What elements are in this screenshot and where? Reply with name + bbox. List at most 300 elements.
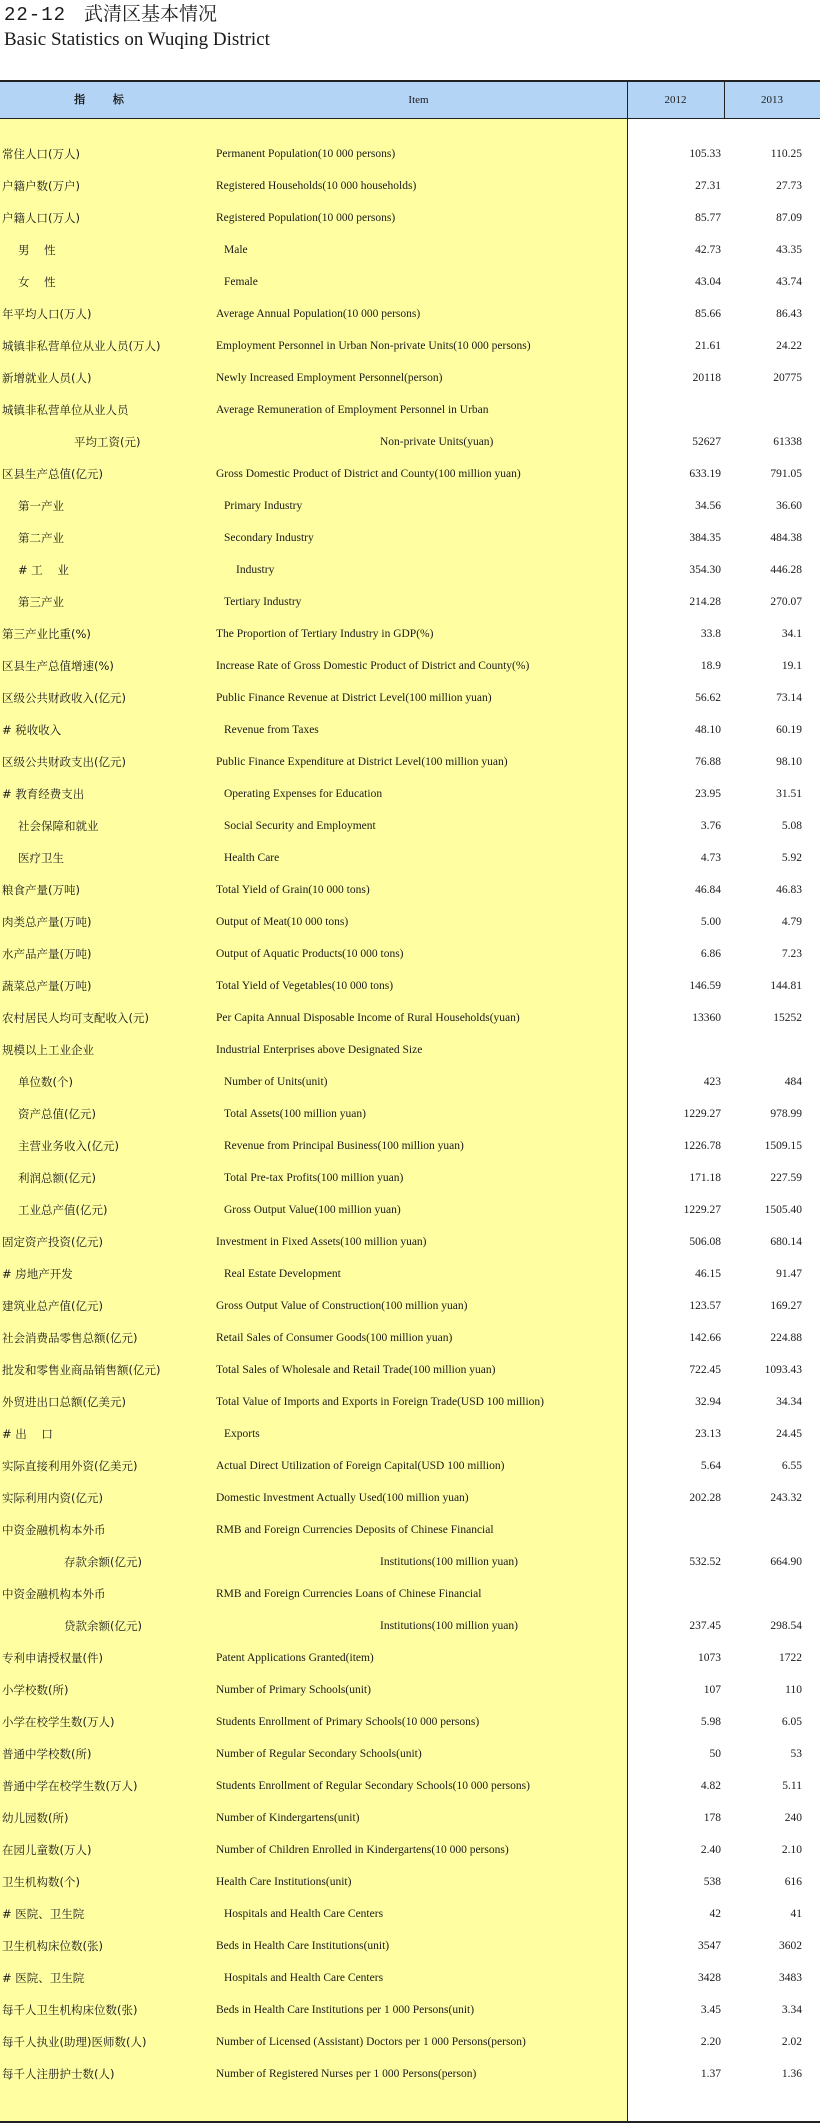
table-row bbox=[0, 778, 820, 810]
row-label-en: Male bbox=[224, 244, 248, 256]
table-row bbox=[0, 426, 820, 458]
row-label-cn: 实际利用内资(亿元) bbox=[2, 1491, 103, 1505]
row-label-cn: 普通中学在校学生数(万人) bbox=[2, 1779, 138, 1793]
row-value-2013: 46.83 bbox=[776, 884, 802, 896]
row-label-cn: 社会消费品零售总额(亿元) bbox=[2, 1331, 138, 1345]
row-value-2013: 5.92 bbox=[781, 852, 802, 864]
row-value-2013: 24.22 bbox=[776, 340, 802, 352]
table-row bbox=[0, 618, 820, 650]
table-row bbox=[0, 650, 820, 682]
table-top-rule bbox=[0, 80, 820, 82]
table-row bbox=[0, 970, 820, 1002]
row-label-cn: 农村居民人均可支配收入(元) bbox=[2, 1011, 149, 1025]
row-value-2012: 42.73 bbox=[695, 244, 721, 256]
row-value-2013: 270.07 bbox=[770, 596, 802, 608]
row-label-cn: 建筑业总产值(亿元) bbox=[2, 1299, 103, 1313]
row-value-2012: 354.30 bbox=[689, 564, 721, 576]
row-value-2012: 34.56 bbox=[695, 500, 721, 512]
row-label-en: Real Estate Development bbox=[224, 1268, 341, 1280]
row-label-en: Registered Population(10 000 persons) bbox=[216, 212, 396, 224]
row-label-en: Total Value of Imports and Exports in Foreign Trade(USD 100 million) bbox=[216, 1396, 544, 1408]
row-label-en: Hospitals and Health Care Centers bbox=[224, 1908, 384, 1920]
row-label-cn: 每千人注册护士数(人) bbox=[2, 2067, 115, 2081]
row-value-2012: 20118 bbox=[692, 372, 721, 384]
table-row bbox=[0, 266, 820, 298]
row-value-2013: 2.10 bbox=[781, 1844, 802, 1856]
row-label-cn: # 医院、卫生院 bbox=[2, 1971, 85, 1985]
row-label-en: Exports bbox=[224, 1428, 260, 1440]
row-value-2013: 91.47 bbox=[776, 1268, 802, 1280]
table-row bbox=[0, 330, 820, 362]
row-value-2013: 298.54 bbox=[770, 1620, 802, 1632]
table-row bbox=[0, 1322, 820, 1354]
table-row bbox=[0, 298, 820, 330]
row-value-2013: 73.14 bbox=[776, 692, 802, 704]
row-value-2013: 34.34 bbox=[776, 1396, 802, 1408]
row-value-2012: 56.62 bbox=[695, 692, 721, 704]
row-value-2012: 146.59 bbox=[689, 980, 721, 992]
table-row bbox=[0, 458, 820, 490]
table-row bbox=[0, 714, 820, 746]
row-label-en: Employment Personnel in Urban Non-private Units(10 000 persons) bbox=[216, 340, 531, 352]
row-value-2012: 5.00 bbox=[700, 916, 721, 928]
row-label-en: Beds in Health Care Institutions per 1 000 Persons(unit) bbox=[216, 2004, 475, 2016]
row-label-en: Number of Kindergartens(unit) bbox=[216, 1812, 360, 1824]
table-row bbox=[0, 1290, 820, 1322]
row-label-en: Industry bbox=[236, 564, 275, 576]
table-row bbox=[0, 1354, 820, 1386]
row-label-en: Industrial Enterprises above Designated Size bbox=[216, 1044, 423, 1056]
table-row bbox=[0, 202, 820, 234]
row-value-2013: 6.55 bbox=[781, 1460, 802, 1472]
row-value-2013: 43.74 bbox=[776, 276, 802, 288]
row-label-en: Output of Aquatic Products(10 000 tons) bbox=[216, 948, 404, 960]
row-label-cn: 小学在校学生数(万人) bbox=[2, 1715, 115, 1729]
row-label-en: Hospitals and Health Care Centers bbox=[224, 1972, 384, 1984]
table-row bbox=[0, 586, 820, 618]
table-row bbox=[0, 810, 820, 842]
table-row bbox=[0, 1482, 820, 1514]
row-label-cn: 医疗卫生 bbox=[18, 851, 64, 865]
row-label-en: Total Assets(100 million yuan) bbox=[224, 1108, 366, 1120]
row-label-en: Number of Primary Schools(unit) bbox=[216, 1684, 371, 1696]
row-label-en: Average Annual Population(10 000 persons) bbox=[216, 308, 421, 320]
table-row bbox=[0, 1226, 820, 1258]
row-label-en: Number of Children Enrolled in Kindergartens(10 000 persons) bbox=[216, 1844, 509, 1856]
table-row bbox=[0, 1418, 820, 1450]
table-row bbox=[0, 1514, 820, 1546]
row-value-2013: 61338 bbox=[773, 436, 802, 448]
table-row bbox=[0, 1642, 820, 1674]
row-value-2012: 1073 bbox=[698, 1652, 721, 1664]
row-value-2012: 43.04 bbox=[695, 276, 721, 288]
row-label-cn: 区级公共财政支出(亿元) bbox=[2, 755, 126, 769]
row-value-2013: 41 bbox=[790, 1908, 802, 1920]
row-value-2013: 446.28 bbox=[770, 564, 802, 576]
row-label-en: Health Care bbox=[224, 852, 280, 864]
row-label-en: Number of Registered Nurses per 1 000 Persons(person) bbox=[216, 2068, 477, 2080]
row-label-cn: 城镇非私营单位从业人员 bbox=[2, 403, 129, 417]
row-label-en: Total Pre-tax Profits(100 million yuan) bbox=[224, 1172, 404, 1184]
row-value-2012: 23.13 bbox=[695, 1428, 721, 1440]
table-title-en: Basic Statistics on Wuqing District bbox=[4, 29, 270, 50]
row-label-en: Total Sales of Wholesale and Retail Trade(100 million yuan) bbox=[216, 1364, 496, 1376]
row-value-2012: 27.31 bbox=[695, 180, 721, 192]
row-label-cn: 每千人执业(助理)医师数(人) bbox=[2, 2035, 147, 2049]
row-value-2013: 5.08 bbox=[781, 820, 802, 832]
row-label-en: Retail Sales of Consumer Goods(100 million yuan) bbox=[216, 1332, 453, 1344]
table-row bbox=[0, 170, 820, 202]
row-label-en: Tertiary Industry bbox=[224, 596, 302, 608]
row-value-2012: 202.28 bbox=[689, 1492, 721, 1504]
row-label-en: Registered Households(10 000 households) bbox=[216, 180, 417, 192]
row-value-2013: 3.34 bbox=[781, 2004, 802, 2016]
row-value-2012: 3.76 bbox=[700, 820, 721, 832]
table-row bbox=[0, 554, 820, 586]
row-label-en: RMB and Foreign Currencies Loans of Chinese Financial bbox=[216, 1588, 482, 1600]
row-label-en: Actual Direct Utilization of Foreign Capital(USD 100 million) bbox=[216, 1460, 505, 1472]
row-label-cn: 水产品产量(万吨) bbox=[2, 947, 92, 961]
table-row bbox=[0, 1098, 820, 1130]
table-row bbox=[0, 1066, 820, 1098]
row-value-2012: 384.35 bbox=[689, 532, 721, 544]
row-value-2013: 7.23 bbox=[781, 948, 802, 960]
row-value-2012: 506.08 bbox=[689, 1236, 721, 1248]
row-label-en: Total Yield of Grain(10 000 tons) bbox=[216, 884, 370, 896]
row-label-en: Permanent Population(10 000 persons) bbox=[216, 148, 396, 160]
row-label-cn: 普通中学校数(所) bbox=[2, 1747, 92, 1761]
row-value-2013: 15252 bbox=[773, 1012, 802, 1024]
table-row bbox=[0, 1130, 820, 1162]
row-value-2013: 3602 bbox=[779, 1940, 802, 1952]
row-label-cn: 专利申请授权量(件) bbox=[2, 1651, 103, 1665]
row-value-2012: 1226.78 bbox=[683, 1140, 721, 1152]
column-divider-years bbox=[724, 80, 725, 118]
table-row bbox=[0, 394, 820, 426]
row-value-2013: 4.79 bbox=[781, 916, 802, 928]
row-label-cn: 卫生机构数(个) bbox=[2, 1875, 80, 1889]
row-value-2012: 85.66 bbox=[695, 308, 721, 320]
table-row bbox=[0, 1002, 820, 1034]
row-value-2013: 1505.40 bbox=[764, 1204, 802, 1216]
row-label-cn: # 税收收入 bbox=[2, 723, 62, 737]
row-value-2013: 110.25 bbox=[770, 148, 802, 160]
row-label-cn: 常住人口(万人) bbox=[2, 147, 80, 161]
table-row bbox=[0, 2026, 820, 2058]
row-value-2012: 21.61 bbox=[695, 340, 721, 352]
table-title-cn-text: 武清区基本情况 bbox=[84, 3, 218, 25]
row-label-cn: 利润总额(亿元) bbox=[18, 1171, 96, 1185]
row-label-cn: 存款余额(亿元) bbox=[64, 1555, 142, 1569]
table-row bbox=[0, 490, 820, 522]
row-value-2012: 4.82 bbox=[700, 1780, 721, 1792]
row-value-2012: 52627 bbox=[692, 436, 721, 448]
table-row bbox=[0, 362, 820, 394]
row-label-cn: 肉类总产量(万吨) bbox=[2, 915, 92, 929]
row-label-en: Public Finance Revenue at District Level(100 million yuan) bbox=[216, 692, 492, 704]
row-label-cn: 每千人卫生机构床位数(张) bbox=[2, 2003, 138, 2017]
row-value-2013: 616 bbox=[784, 1876, 802, 1888]
row-value-2012: 237.45 bbox=[689, 1620, 721, 1632]
row-value-2012: 5.98 bbox=[700, 1716, 721, 1728]
row-label-cn: 贷款余额(亿元) bbox=[64, 1619, 142, 1633]
table-row bbox=[0, 1194, 820, 1226]
table-title-cn bbox=[4, 0, 804, 28]
row-label-cn: 蔬菜总产量(万吨) bbox=[2, 979, 92, 993]
row-label-cn: 区县生产总值增速(%) bbox=[2, 659, 114, 673]
row-value-2012: 32.94 bbox=[695, 1396, 721, 1408]
row-label-cn: 幼儿园数(所) bbox=[2, 1811, 69, 1825]
row-value-2013: 20775 bbox=[773, 372, 802, 384]
row-value-2013: 31.51 bbox=[776, 788, 802, 800]
row-label-cn: # 房地产开发 bbox=[2, 1267, 73, 1281]
row-label-cn: # 教育经费支出 bbox=[2, 787, 85, 801]
table-row bbox=[0, 746, 820, 778]
row-label-cn: 城镇非私营单位从业人员(万人) bbox=[2, 339, 161, 353]
row-value-2012: 85.77 bbox=[695, 212, 721, 224]
row-label-en: Beds in Health Care Institutions(unit) bbox=[216, 1940, 390, 1952]
row-label-en: Output of Meat(10 000 tons) bbox=[216, 916, 349, 928]
row-value-2012: 48.10 bbox=[695, 724, 721, 736]
row-label-cn: 第二产业 bbox=[18, 531, 64, 545]
row-label-cn: 社会保障和就业 bbox=[18, 819, 99, 833]
row-label-en: The Proportion of Tertiary Industry in GDP(%) bbox=[216, 628, 434, 640]
row-value-2013: 484 bbox=[784, 1076, 802, 1088]
row-label-en: Institutions(100 million yuan) bbox=[380, 1556, 518, 1568]
row-label-en: RMB and Foreign Currencies Deposits of Chinese Financial bbox=[216, 1524, 494, 1536]
table-row bbox=[0, 1994, 820, 2026]
row-value-2013: 60.19 bbox=[776, 724, 802, 736]
row-value-2012: 105.33 bbox=[689, 148, 721, 160]
row-value-2012: 1229.27 bbox=[683, 1204, 721, 1216]
table-row bbox=[0, 234, 820, 266]
header-indicator: 指 标 bbox=[74, 93, 136, 106]
table-row bbox=[0, 842, 820, 874]
table-row bbox=[0, 1738, 820, 1770]
table-row bbox=[0, 1706, 820, 1738]
row-label-cn: 中资金融机构本外币 bbox=[2, 1523, 106, 1537]
row-value-2013: 43.35 bbox=[776, 244, 802, 256]
row-label-cn: 在园儿童数(万人) bbox=[2, 1843, 92, 1857]
row-label-cn: 实际直接利用外资(亿美元) bbox=[2, 1459, 138, 1473]
row-value-2012: 178 bbox=[703, 1812, 721, 1824]
row-value-2012: 3547 bbox=[698, 1940, 721, 1952]
header-year-2012: 2012 bbox=[664, 94, 687, 106]
row-label-cn: 中资金融机构本外币 bbox=[2, 1587, 106, 1601]
row-label-en: Female bbox=[224, 276, 258, 288]
row-value-2012: 1229.27 bbox=[683, 1108, 721, 1120]
table-row bbox=[0, 1834, 820, 1866]
row-label-en: Institutions(100 million yuan) bbox=[380, 1620, 518, 1632]
row-label-cn: 规模以上工业企业 bbox=[2, 1043, 94, 1057]
row-label-cn: # 工 业 bbox=[18, 563, 69, 577]
row-value-2013: 27.73 bbox=[776, 180, 802, 192]
table-row bbox=[0, 138, 820, 170]
table-row bbox=[0, 1034, 820, 1066]
row-value-2012: 76.88 bbox=[695, 756, 721, 768]
table-row bbox=[0, 1578, 820, 1610]
row-value-2013: 87.09 bbox=[776, 212, 802, 224]
table-header bbox=[0, 82, 820, 118]
table-row bbox=[0, 2058, 820, 2090]
row-value-2013: 144.81 bbox=[770, 980, 802, 992]
row-label-cn: 固定资产投资(亿元) bbox=[2, 1235, 103, 1249]
row-value-2012: 2.20 bbox=[700, 2036, 721, 2048]
table-row bbox=[0, 1674, 820, 1706]
table-row bbox=[0, 1546, 820, 1578]
row-value-2013: 110 bbox=[785, 1684, 802, 1696]
row-label-en: Newly Increased Employment Personnel(person) bbox=[216, 372, 443, 384]
title-block bbox=[4, 0, 804, 52]
row-value-2012: 633.19 bbox=[689, 468, 721, 480]
row-label-en: Students Enrollment of Regular Secondary Schools(10 000 persons) bbox=[216, 1780, 530, 1792]
table-row bbox=[0, 1802, 820, 1834]
row-label-cn: 第一产业 bbox=[18, 499, 64, 513]
row-label-en: Gross Output Value(100 million yuan) bbox=[224, 1204, 401, 1216]
row-value-2012: 2.40 bbox=[700, 1844, 721, 1856]
table-body bbox=[0, 138, 820, 2090]
row-value-2013: 240 bbox=[784, 1812, 802, 1824]
table-row bbox=[0, 682, 820, 714]
row-value-2012: 538 bbox=[703, 1876, 721, 1888]
table-row bbox=[0, 1258, 820, 1290]
row-label-en: Health Care Institutions(unit) bbox=[216, 1876, 352, 1888]
row-label-en: Public Finance Expenditure at District Level(100 million yuan) bbox=[216, 756, 508, 768]
row-value-2013: 86.43 bbox=[776, 308, 802, 320]
row-value-2013: 1509.15 bbox=[764, 1140, 802, 1152]
row-label-en: Number of Units(unit) bbox=[224, 1076, 328, 1088]
row-label-cn: 单位数(个) bbox=[18, 1075, 73, 1089]
table-row bbox=[0, 1162, 820, 1194]
row-value-2013: 53 bbox=[790, 1748, 802, 1760]
row-value-2012: 46.15 bbox=[695, 1268, 721, 1280]
row-label-cn: 外贸进出口总额(亿美元) bbox=[2, 1395, 126, 1409]
row-value-2012: 3428 bbox=[698, 1972, 721, 1984]
row-value-2013: 19.1 bbox=[781, 660, 802, 672]
row-label-cn: 区级公共财政收入(亿元) bbox=[2, 691, 126, 705]
row-label-en: Primary Industry bbox=[224, 500, 303, 512]
row-label-cn: 第三产业比重(%) bbox=[2, 627, 91, 641]
row-label-en: Increase Rate of Gross Domestic Product of District and County(%) bbox=[216, 660, 530, 672]
row-label-cn: 男 性 bbox=[18, 243, 56, 257]
row-value-2013: 36.60 bbox=[776, 500, 802, 512]
row-value-2012: 18.9 bbox=[700, 660, 721, 672]
statistics-table bbox=[0, 80, 820, 2123]
row-value-2012: 23.95 bbox=[695, 788, 721, 800]
row-value-2012: 3.45 bbox=[700, 2004, 721, 2016]
row-label-en: Average Remuneration of Employment Personnel in Urban bbox=[216, 404, 489, 416]
table-row bbox=[0, 906, 820, 938]
row-label-cn: 女 性 bbox=[18, 275, 56, 289]
row-label-en: Students Enrollment of Primary Schools(10 000 persons) bbox=[216, 1716, 480, 1728]
row-label-cn: 年平均人口(万人) bbox=[2, 307, 92, 321]
row-value-2013: 98.10 bbox=[776, 756, 802, 768]
table-row bbox=[0, 522, 820, 554]
row-value-2013: 1722 bbox=[779, 1652, 802, 1664]
table-row bbox=[0, 1866, 820, 1898]
row-value-2013: 224.88 bbox=[770, 1332, 802, 1344]
row-label-cn: 小学校数(所) bbox=[2, 1683, 69, 1697]
row-label-cn: 工业总产值(亿元) bbox=[18, 1203, 108, 1217]
row-label-en: Number of Regular Secondary Schools(unit) bbox=[216, 1748, 422, 1760]
row-label-en: Per Capita Annual Disposable Income of Rural Households(yuan) bbox=[216, 1012, 520, 1024]
row-value-2012: 171.18 bbox=[689, 1172, 721, 1184]
row-label-en: Operating Expenses for Education bbox=[224, 788, 383, 800]
row-value-2012: 1.37 bbox=[700, 2068, 721, 2080]
row-value-2013: 1093.43 bbox=[764, 1364, 802, 1376]
row-value-2012: 6.86 bbox=[700, 948, 721, 960]
table-number: 22-12 bbox=[4, 4, 67, 26]
header-item: Item bbox=[408, 94, 429, 106]
row-label-cn: # 医院、卫生院 bbox=[2, 1907, 85, 1921]
row-value-2013: 978.99 bbox=[770, 1108, 802, 1120]
row-value-2012: 142.66 bbox=[689, 1332, 721, 1344]
row-label-en: Revenue from Taxes bbox=[224, 724, 319, 736]
row-value-2013: 680.14 bbox=[770, 1236, 802, 1248]
row-value-2012: 50 bbox=[709, 1748, 721, 1760]
row-label-cn: 新增就业人员(人) bbox=[2, 371, 92, 385]
row-value-2013: 791.05 bbox=[770, 468, 802, 480]
row-value-2013: 6.05 bbox=[781, 1716, 802, 1728]
row-value-2012: 107 bbox=[703, 1684, 721, 1696]
row-label-en: Number of Licensed (Assistant) Doctors per 1 000 Persons(person) bbox=[216, 2036, 526, 2048]
row-label-cn: 资产总值(亿元) bbox=[18, 1107, 96, 1121]
row-label-en: Social Security and Employment bbox=[224, 820, 376, 832]
table-row bbox=[0, 1770, 820, 1802]
row-value-2012: 722.45 bbox=[689, 1364, 721, 1376]
row-label-cn: 户籍人口(万人) bbox=[2, 211, 80, 225]
row-label-en: Revenue from Principal Business(100 million yuan) bbox=[224, 1140, 464, 1152]
row-value-2012: 214.28 bbox=[689, 596, 721, 608]
row-value-2012: 42 bbox=[709, 1908, 721, 1920]
row-label-cn: 主营业务收入(亿元) bbox=[18, 1139, 119, 1153]
row-label-cn: 第三产业 bbox=[18, 595, 64, 609]
row-value-2013: 227.59 bbox=[770, 1172, 802, 1184]
row-value-2012: 4.73 bbox=[700, 852, 721, 864]
row-value-2012: 5.64 bbox=[700, 1460, 721, 1472]
header-year-2013: 2013 bbox=[761, 94, 783, 106]
row-label-cn: 粮食产量(万吨) bbox=[2, 883, 80, 897]
row-label-en: Gross Domestic Product of District and County(100 million yuan) bbox=[216, 468, 521, 480]
table-row bbox=[0, 1962, 820, 1994]
table-row bbox=[0, 1386, 820, 1418]
row-value-2012: 123.57 bbox=[689, 1300, 721, 1312]
row-value-2013: 34.1 bbox=[781, 628, 802, 640]
row-label-en: Secondary Industry bbox=[224, 532, 314, 544]
row-label-cn: 平均工资(元) bbox=[74, 435, 141, 449]
table-row bbox=[0, 1450, 820, 1482]
row-label-en: Non-private Units(yuan) bbox=[380, 436, 494, 448]
row-label-cn: 区县生产总值(亿元) bbox=[2, 467, 103, 481]
row-label-cn: 批发和零售业商品销售额(亿元) bbox=[2, 1363, 161, 1377]
row-value-2013: 5.11 bbox=[782, 1780, 802, 1792]
table-row bbox=[0, 1898, 820, 1930]
row-value-2013: 24.45 bbox=[776, 1428, 802, 1440]
row-value-2013: 243.32 bbox=[770, 1492, 802, 1504]
row-label-cn: # 出 口 bbox=[2, 1427, 53, 1441]
row-value-2013: 3483 bbox=[779, 1972, 802, 1984]
table-row bbox=[0, 874, 820, 906]
row-value-2013: 484.38 bbox=[770, 532, 802, 544]
row-value-2012: 46.84 bbox=[695, 884, 721, 896]
row-value-2012: 423 bbox=[703, 1076, 721, 1088]
header-bottom-rule bbox=[0, 118, 820, 119]
row-value-2012: 33.8 bbox=[700, 628, 721, 640]
row-label-en: Total Yield of Vegetables(10 000 tons) bbox=[216, 980, 394, 992]
row-label-cn: 户籍户数(万户) bbox=[2, 179, 80, 193]
table-row bbox=[0, 1930, 820, 1962]
row-label-en: Domestic Investment Actually Used(100 million yuan) bbox=[216, 1492, 469, 1504]
